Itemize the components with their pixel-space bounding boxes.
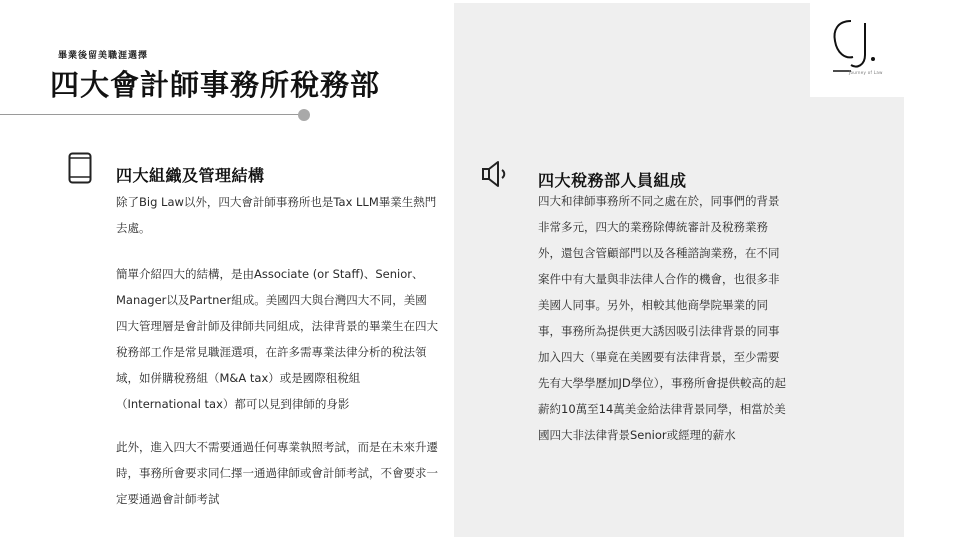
logo-subtext: Journey of Law [849, 70, 883, 75]
header-divider [0, 114, 300, 115]
left-section-heading: 四大組織及管理結構 [116, 166, 265, 185]
divider-dot [298, 109, 310, 121]
speaker-icon [480, 158, 512, 194]
page-subtitle: 畢業後留美職涯選擇 [58, 51, 149, 61]
page-title: 四大會計師事務所稅務部 [50, 68, 381, 102]
tablet-icon [68, 152, 92, 188]
left-paragraph-2: 簡單介紹四大的結構，是由Associate (or Staff)、Senior、 Manager以及Partner組成。美國四大與台灣四大不同，美國四大管理層是會計師及律師共同組成，法律背景的畢業生在四大稅務部工作是常見職涯選項，在許多需專業法律分析的稅法領域，如併購稅務組（M&A tax）或是國際租稅組（International tax）都可以見到律師的身影 [116, 267, 438, 411]
right-paragraph: 四大和律師事務所不同之處在於，同事們的背景非常多元，四大的業務除傳統審計及稅務業務外，還包含管顧部門以及各種諮詢業務，在不同案件中有大量與非法律人合作的機會，也很多非美國人同事。另外，相較其他商學院畢業的同事，事務所為提供更大誘因吸引法律背景的同事加入四大（畢竟在美國要有法律背景，至少需要先有大學學歷加JD學位），事務所會提供較高的起薪約10萬至14萬美金給法律背景同學，相當於美國四大非法律背景Senior或經理的薪水 [538, 194, 786, 442]
left-paragraph-3: 此外，進入四大不需要通過任何專業執照考試，而是在未來升遷時，事務所會要求同仁擇一通過律師或會計師考試，不會要求一定要通過會計師考試 [116, 440, 438, 506]
cj-logo-icon [829, 11, 889, 73]
right-section-heading: 四大稅務部人員組成 [538, 171, 687, 190]
left-paragraph-1: 除了Big Law以外，四大會計師事務所也是Tax LLM畢業生熱門去處。 [116, 195, 437, 235]
right-strip-background [810, 97, 904, 537]
brand-logo [811, 3, 904, 97]
